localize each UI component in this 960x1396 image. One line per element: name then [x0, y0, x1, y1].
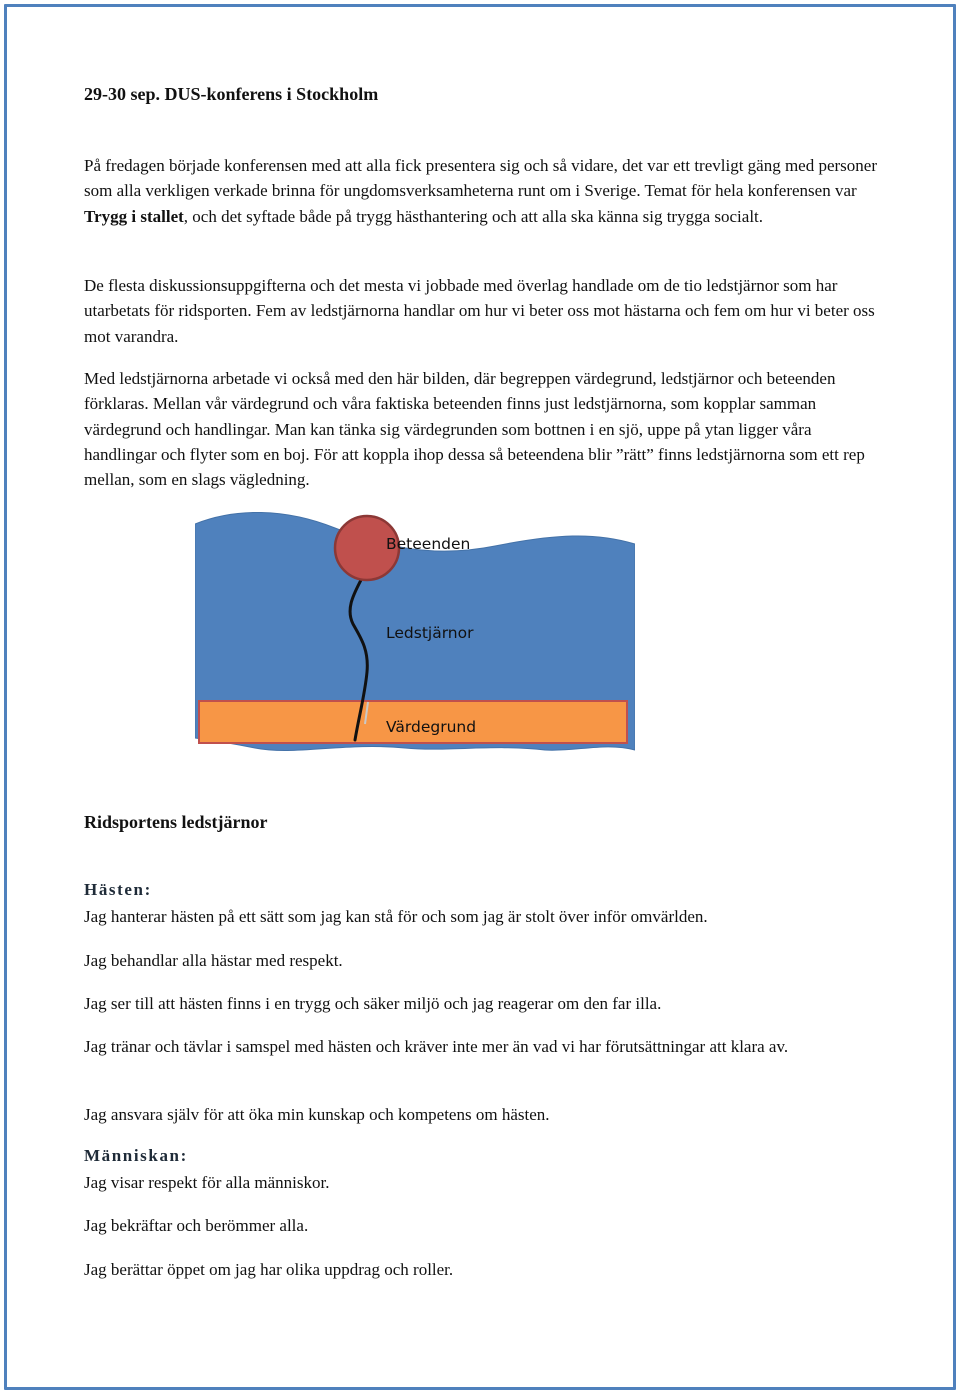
paragraph-intro-text-b: , och det syftade både på trygg hästhantering och att alla ska känna sig trygga socialt.	[183, 206, 764, 226]
list-item: Jag visar respekt för alla människor.	[84, 1173, 330, 1192]
list-item: Jag tränar och tävlar i samspel med hästen och kräver inte mer än vad vi har förutsättningar att klara av.	[84, 1037, 789, 1056]
page-title: 29-30 sep. DUS-konferens i Stockholm	[84, 84, 379, 104]
category-label-horse: Hästen:	[84, 880, 152, 899]
list-item: Jag berättar öppet om jag har olika uppdrag och roller.	[84, 1260, 454, 1279]
paragraph-discussion: De flesta diskussionsuppgifterna och det mesta vi jobbade med överlag handlade om de tio ledstjärnor som har utarbetats för ridsporten. Fem av ledstjärnorna handlar om hur vi beter oss mot hästarna och fem om hur vi beter oss mot varandra.	[84, 276, 875, 346]
paragraph-diagram-explanation: Med ledstjärnorna arbetade vi också med den här bilden, där begreppen värdegrund, ledstjärnor och beteenden förklaras. Mellan vår värdegrund och våra faktiska beteenden finns just ledstjärnorna, som kopplar samman värdegrund och handlingar. Man kan tänka sig värdegrunden som bottnen i en sjö, uppe på ytan ligger våra handlingar och flyter som en boj. För att koppla ihop dessa så beteendena blir ”rätt” finns ledstjärnorna som ett rep mellan, som en slags vägledning.	[84, 369, 865, 490]
list-item: Jag ansvara själv för att öka min kunskap och kompetens om hästen.	[84, 1105, 550, 1124]
paragraph-intro	[84, 153, 884, 229]
label-beteenden: Beteenden	[386, 535, 471, 553]
paragraph-intro-text-a: På fredagen började konferensen med att alla fick presentera sig och så vidare, det var ett trevligt gäng med personer som alla verkligen verkade brinna för ungdomsverksamheterna runt om i Sverige. Temat för hela konferensen var	[84, 156, 878, 201]
theme-name: Trygg i stallet	[84, 206, 184, 226]
list-item: Jag ser till att hästen finns i en trygg och säker miljö och jag reagerar om den far illa.	[84, 994, 662, 1013]
list-item: Jag bekräftar och berömmer alla.	[84, 1216, 309, 1235]
label-ledstjarnor: Ledstjärnor	[386, 624, 474, 642]
list-item: Jag behandlar alla hästar med respekt.	[84, 951, 343, 970]
category-label-human: Människan:	[84, 1146, 188, 1165]
section-title: Ridsportens ledstjärnor	[84, 812, 268, 832]
label-vardegrund: Värdegrund	[386, 718, 477, 736]
list-item: Jag hanterar hästen på ett sätt som jag kan stå för och som jag är stolt över inför omvärlden.	[84, 907, 708, 926]
values-diagram	[195, 512, 635, 756]
